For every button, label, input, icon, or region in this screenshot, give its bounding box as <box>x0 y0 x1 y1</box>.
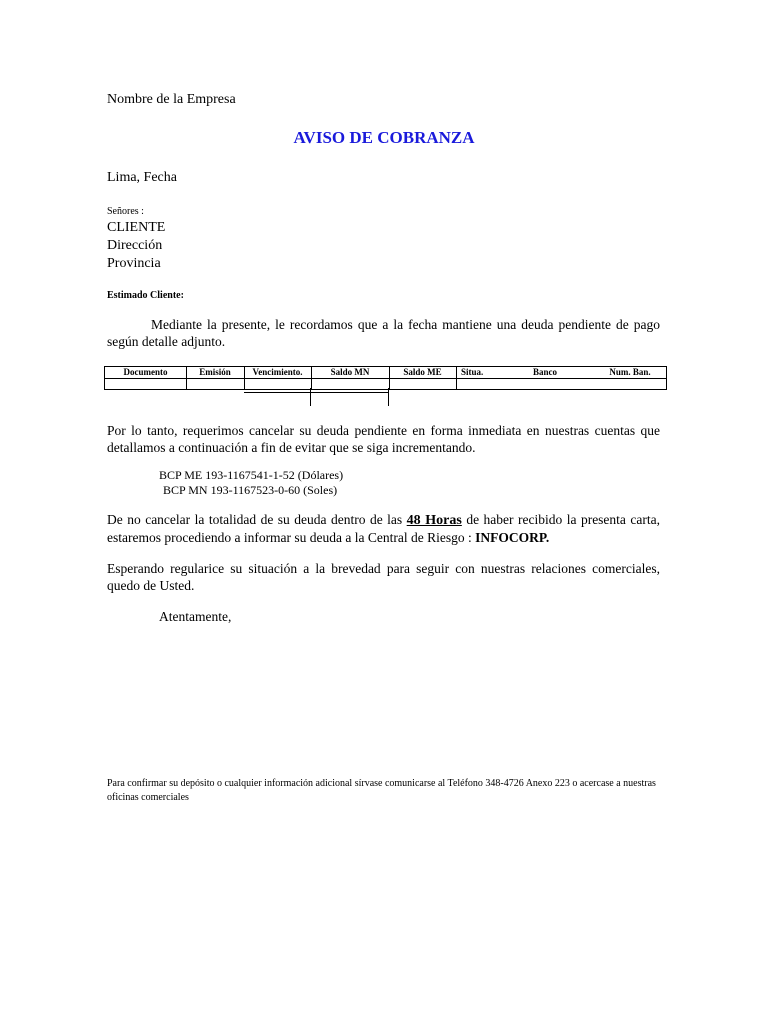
table-header-banco: Banco <box>532 367 557 377</box>
table-divider <box>310 388 311 406</box>
paragraph-warning <box>107 511 660 546</box>
table-header-emision: Emisión <box>199 367 231 377</box>
footer-note: Para confirmar su depósito o cualquier información adicional sírvase comunicarse al Teléfono 348-4726 Anexo 223 o acercase a nuestras oficinas comerciales <box>107 778 656 803</box>
warning-text-after: de haber recibido la presenta carta, estaremos procediendo a informar su deuda a la Central de Riesgo : <box>107 512 660 545</box>
warning-text-before: De no cancelar la totalidad de su deuda dentro de las <box>107 512 403 527</box>
credit-bureau: INFOCORP. <box>475 530 550 545</box>
paragraph-intro-text: Mediante la presente, le recordamos que a la fecha mantiene una deuda pendiente de pago según detalle adjunto. <box>107 317 660 349</box>
recipient-name: CLIENTE <box>107 220 166 235</box>
deadline-highlight: 48 Horas <box>406 513 462 528</box>
bank-account-soles: BCP MN 193-1167523-0-60 (Soles) <box>163 483 338 497</box>
salutation-label: Señores : <box>107 206 144 217</box>
table-header-documento: Documento <box>123 367 168 377</box>
debt-table <box>104 366 667 390</box>
recipient-block <box>107 219 165 273</box>
paragraph-intro <box>107 316 660 350</box>
table-header-situa: Situa. <box>461 367 484 377</box>
table-header-vencimiento: Vencimiento. <box>252 367 303 377</box>
company-name: Nombre de la Empresa <box>107 92 236 107</box>
table-divider <box>388 388 389 406</box>
recipient-address: Dirección <box>107 238 163 253</box>
greeting: Estimado Cliente: <box>107 290 184 301</box>
recipient-province: Provincia <box>107 256 161 271</box>
table-header-saldo-me: Saldo ME <box>403 367 442 377</box>
table-header-saldo-mn: Saldo MN <box>330 367 370 377</box>
table-header-num-ban: Num. Ban. <box>609 367 651 377</box>
paragraph-request: Por lo tanto, requerimos cancelar su deuda pendiente en forma inmediata en nuestras cuentas que detallamos a continuación a fin de evitar que se siga incrementando. <box>107 423 660 455</box>
closing-salutation: Atentamente, <box>159 609 232 624</box>
paragraph-closing: Esperando regularice su situación a la brevedad para seguir con nuestras relaciones comerciales, quedo de Usted. <box>107 561 660 593</box>
bank-account-dollars: BCP ME 193-1167541-1-52 (Dólares) <box>159 468 344 482</box>
place-date: Lima, Fecha <box>107 170 177 185</box>
table-underline <box>244 392 388 393</box>
letter-title: AVISO DE COBRANZA <box>293 128 475 147</box>
